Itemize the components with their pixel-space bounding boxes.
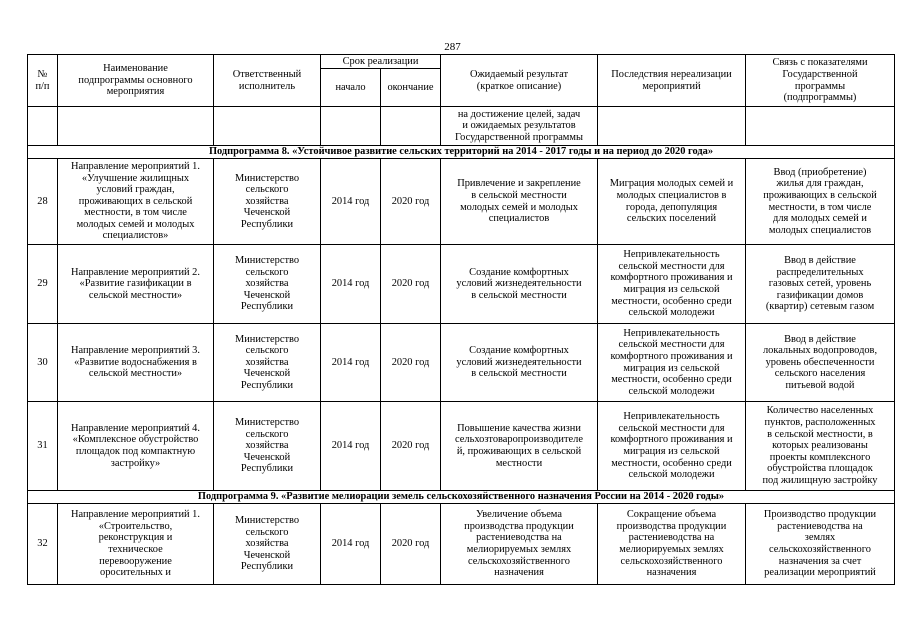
continuation-row <box>28 107 895 146</box>
section-row <box>28 491 895 504</box>
header-period: Срок реализации <box>321 55 441 69</box>
row-end: 2020 год <box>381 504 441 585</box>
row-name: Направление мероприятий 4. «Комплексное обустройство площадок под компактную застройку» <box>58 402 214 491</box>
row-end: 2020 год <box>381 245 441 324</box>
section-title: Подпрограмма 9. «Развитие мелиорации земель сельскохозяйственного назначения России на 2014 - 2020 годы» <box>28 491 895 504</box>
header-num: № п/п <box>28 55 58 107</box>
row-end: 2020 год <box>381 324 441 402</box>
row-responsible: Министерство сельского хозяйства Чеченской Республики <box>214 504 321 585</box>
row-responsible: Министерство сельского хозяйства Чеченской Республики <box>214 324 321 402</box>
row-responsible: Министерство сельского хозяйства Чеченской Республики <box>214 402 321 491</box>
row-link: Ввод (приобретение) жилья для граждан, проживающих в сельской местности, в том числе для молодых семей и молодых специалистов <box>746 159 895 245</box>
section-title: Подпрограмма 8. «Устойчивое развитие сельских территорий на 2014 - 2017 годы и на период до 2020 года» <box>28 146 895 159</box>
row-name: Направление мероприятий 1. «Строительство, реконструкция и техническое перевооружение оросительных и <box>58 504 214 585</box>
row-start: 2014 год <box>321 504 381 585</box>
row-consequences: Непривлекательность сельской местности для комфортного проживания и миграция из сельской местности, особенно среди сельской молодежи <box>598 324 746 402</box>
header-row <box>28 55 895 69</box>
header-consequences: Последствия нереализации мероприятий <box>598 55 746 107</box>
header-start: начало <box>321 69 381 107</box>
row-num: 30 <box>28 324 58 402</box>
row-end: 2020 год <box>381 402 441 491</box>
row-start: 2014 год <box>321 402 381 491</box>
row-expected: Создание комфортных условий жизнедеятельности в сельской местности <box>441 245 598 324</box>
continuation-expected: на достижение целей, задач и ожидаемых результатов Государственной программы <box>441 107 598 146</box>
row-start: 2014 год <box>321 159 381 245</box>
table-row <box>28 324 895 402</box>
row-link: Количество населенных пунктов, расположенных в сельской местности, в которых реализованы проекты комплексного обустройства площадок под жилищную застройку <box>746 402 895 491</box>
header-end: окончание <box>381 69 441 107</box>
row-expected: Повышение качества жизни сельхозтоваропроизводителе й, проживающих в сельской местности <box>441 402 598 491</box>
header-name: Наименование подпрограммы основного мероприятия <box>58 55 214 107</box>
row-start: 2014 год <box>321 324 381 402</box>
program-measures-table <box>27 54 895 585</box>
table-row <box>28 159 895 245</box>
table-row <box>28 504 895 585</box>
row-expected: Увеличение объема производства продукции растениеводства на мелиорируемых землях сельскохозяйственного назначения <box>441 504 598 585</box>
row-num: 28 <box>28 159 58 245</box>
row-name: Направление мероприятий 2. «Развитие газификации в сельской местности» <box>58 245 214 324</box>
row-link: Ввод в действие локальных водопроводов, уровень обеспеченности сельского населения питьевой водой <box>746 324 895 402</box>
row-link: Ввод в действие распределительных газовых сетей, уровень газификации домов (квартир) сетевым газом <box>746 245 895 324</box>
row-responsible: Министерство сельского хозяйства Чеченской Республики <box>214 245 321 324</box>
row-responsible: Министерство сельского хозяйства Чеченской Республики <box>214 159 321 245</box>
row-expected: Создание комфортных условий жизнедеятельности в сельской местности <box>441 324 598 402</box>
row-start: 2014 год <box>321 245 381 324</box>
page-number: 287 <box>444 41 461 53</box>
row-link: Производство продукции растениеводства на землях сельскохозяйственного назначения за счет реализации мероприятий <box>746 504 895 585</box>
row-end: 2020 год <box>381 159 441 245</box>
header-expected: Ожидаемый результат (краткое описание) <box>441 55 598 107</box>
row-consequences: Сокращение объема производства продукции растениеводства на мелиорируемых землях сельскохозяйственного назначения <box>598 504 746 585</box>
table-row <box>28 245 895 324</box>
section-row <box>28 146 895 159</box>
header-link: Связь с показателями Государственной программы (подпрограммы) <box>746 55 895 107</box>
row-expected: Привлечение и закрепление в сельской местности молодых семей и молодых специалистов <box>441 159 598 245</box>
table-row <box>28 402 895 491</box>
row-num: 32 <box>28 504 58 585</box>
row-consequences: Миграция молодых семей и молодых специалистов в города, депопуляция сельских поселений <box>598 159 746 245</box>
row-name: Направление мероприятий 3. «Развитие водоснабжения в сельской местности» <box>58 324 214 402</box>
row-consequences: Непривлекательность сельской местности для комфортного проживания и миграция из сельской местности, особенно среди сельской молодежи <box>598 245 746 324</box>
row-consequences: Непривлекательность сельской местности для комфортного проживания и миграция из сельской местности, особенно среди сельской молодежи <box>598 402 746 491</box>
row-num: 31 <box>28 402 58 491</box>
row-name: Направление мероприятий 1. «Улучшение жилищных условий граждан, проживающих в сельской местности, в том числе молодых семей и молодых специалистов» <box>58 159 214 245</box>
header-responsible: Ответственный исполнитель <box>214 55 321 107</box>
row-num: 29 <box>28 245 58 324</box>
